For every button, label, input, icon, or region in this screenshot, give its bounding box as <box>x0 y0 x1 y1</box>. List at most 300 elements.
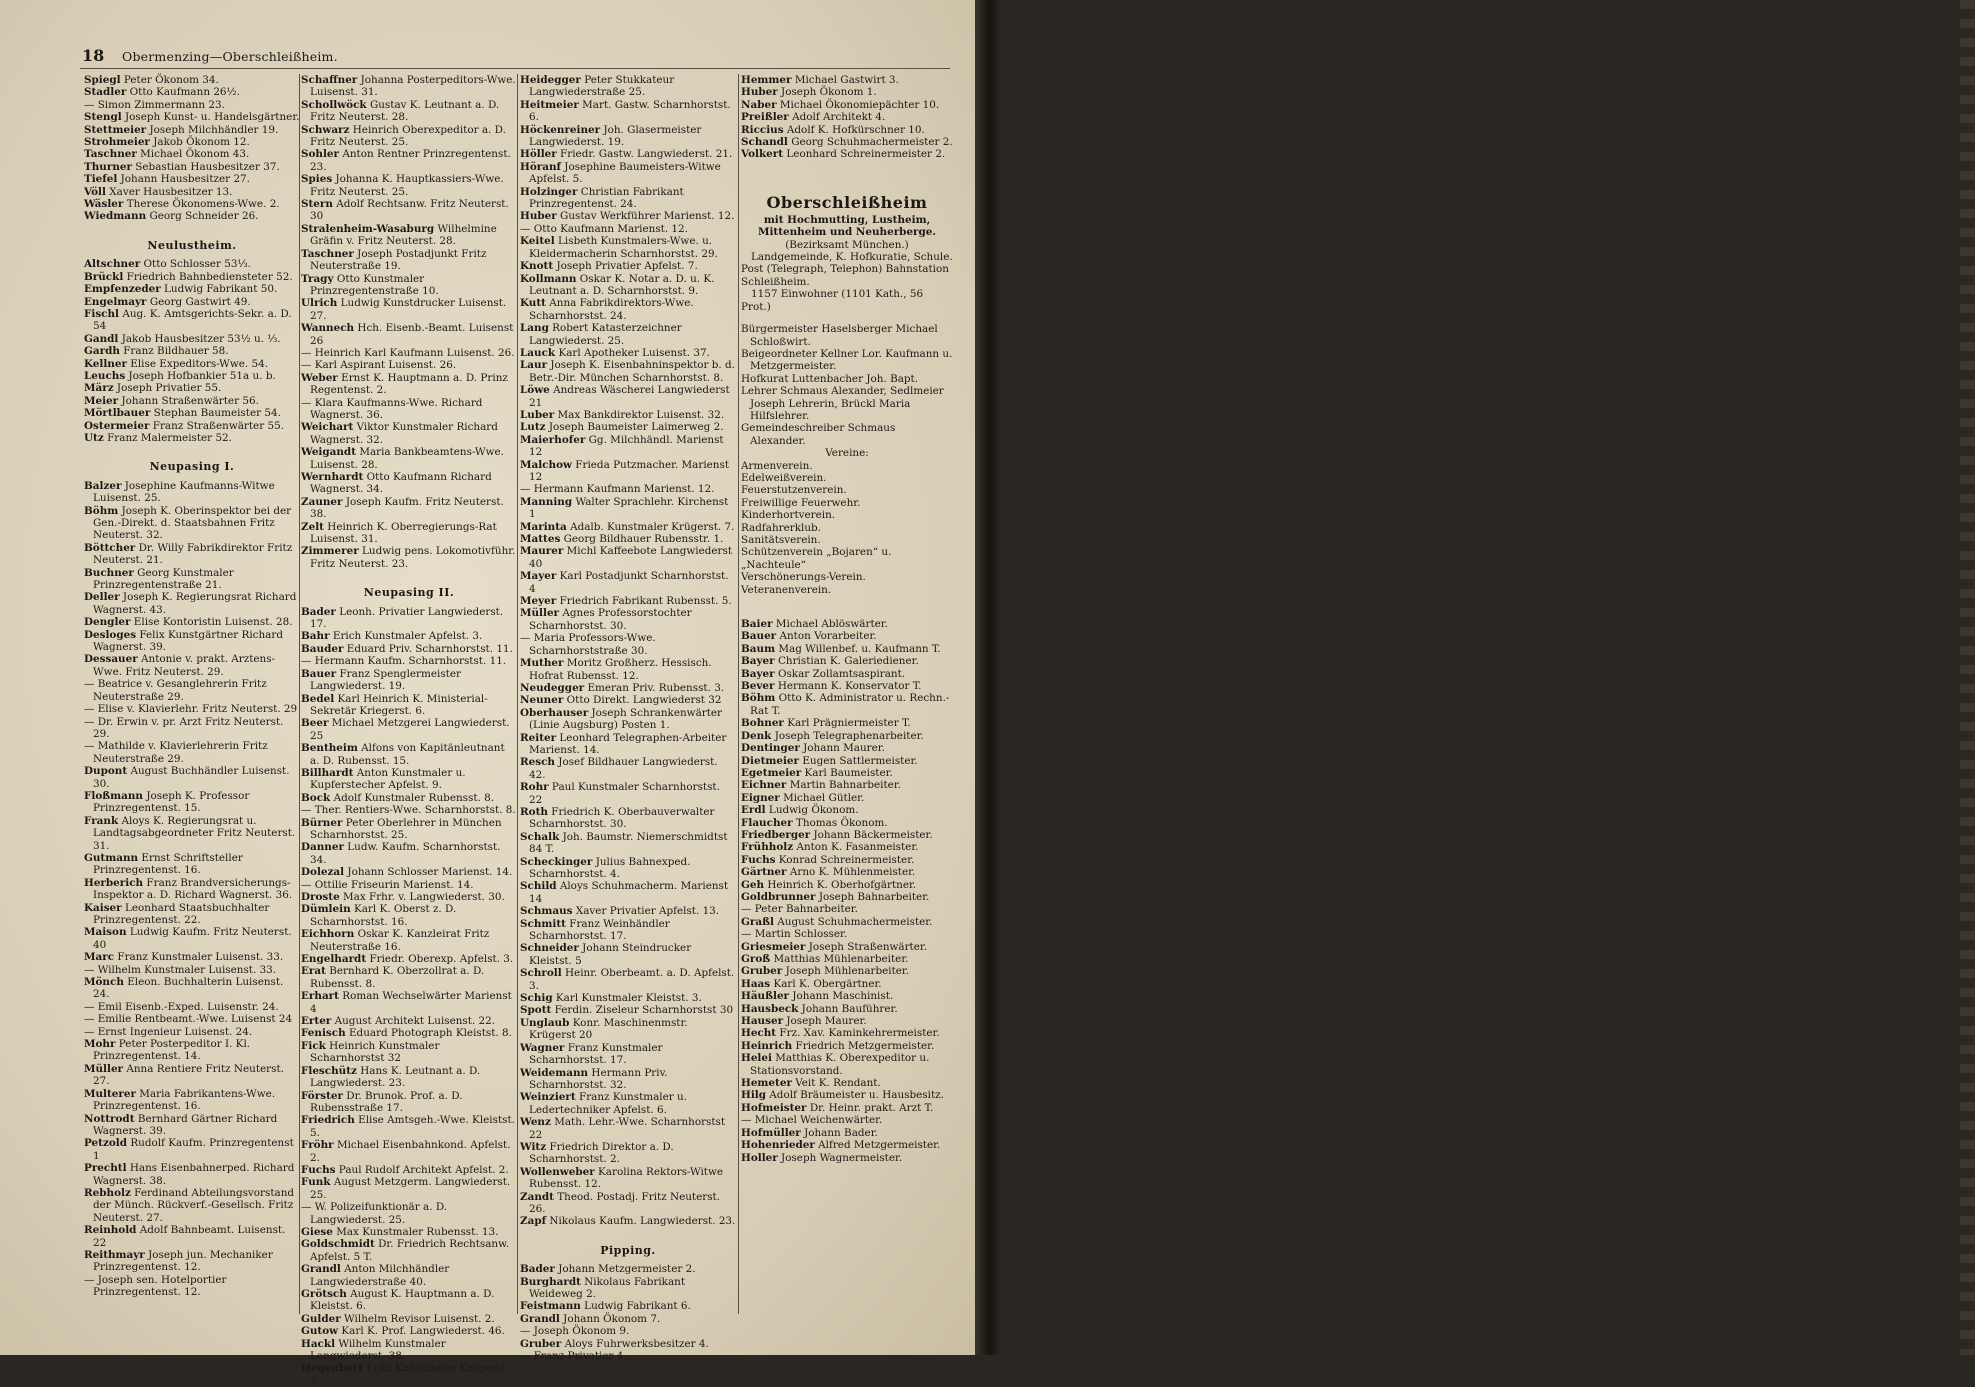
entry-surname: Denk <box>741 729 772 742</box>
entry-details: Adalb. Kunstmaler Krügerst. 7. <box>570 520 735 533</box>
directory-entry <box>520 459 736 484</box>
directory-entry <box>520 1116 736 1141</box>
entry-details: Michael Ökonomiepächter 10. <box>779 98 940 111</box>
entry-details: — Beatrice v. Gesanglehrerin Fritz Neuterstraße 29. <box>84 678 267 703</box>
entry-surname: Heinrich <box>741 1039 793 1052</box>
directory-entry <box>741 668 953 680</box>
entry-details: Michl Kaffeebote Langwiederst 40 <box>529 545 733 570</box>
entry-details: Nikolaus Fabrikant Weideweg 2. <box>529 1275 686 1300</box>
entry-surname: Bentheim <box>301 742 358 755</box>
directory-entry <box>84 370 300 382</box>
entry-details: Josephine Kaufmanns-Witwe Luisenst. 25. <box>93 479 275 505</box>
directory-entry <box>301 1176 517 1201</box>
directory-entry <box>741 1003 953 1015</box>
entry-details: Hermann Priv. Scharnhorstst. 32. <box>529 1066 668 1091</box>
entry-details: Friedrich Direktor a. D. Scharnhorstst. 2. <box>529 1140 674 1166</box>
directory-entry <box>741 717 953 729</box>
entry-details: Julius Bahnexped. Scharnhorstst. 4. <box>529 855 691 880</box>
directory-entry <box>84 1137 300 1162</box>
entry-surname: Erter <box>301 1015 332 1028</box>
entry-surname: Scheckinger <box>520 855 593 868</box>
entry-details: — Joseph sen. Hotelportier Prinzregentenst. 12. <box>84 1273 227 1299</box>
directory-entry <box>741 618 953 630</box>
directory-entry <box>301 1362 517 1387</box>
entry-details: Hans K. Leutnant a. D. Langwiederst. 23. <box>310 1064 481 1090</box>
entry-details: Eduard Priv. Scharnhorstst. 11. <box>346 642 513 655</box>
directory-entry <box>741 692 953 717</box>
directory-entry <box>741 1102 953 1114</box>
entry-details: — Elise v. Klavierlehr. Fritz Neuterst. 29 <box>84 703 298 716</box>
entry-details: Frieda Putzmacher. Marienst 12 <box>529 458 730 483</box>
directory-entry <box>301 248 517 273</box>
directory-entry <box>301 1027 517 1039</box>
entry-surname: Böttcher <box>84 541 136 554</box>
entry-surname: Schmaus <box>520 905 573 918</box>
directory-entry <box>741 792 953 804</box>
entry-details: Dr. Brunok. Prof. a. D. Rubensstraße 17. <box>310 1089 463 1114</box>
entry-surname: Bock <box>301 791 331 804</box>
directory-entry <box>520 1350 736 1362</box>
entry-surname: Knott <box>520 260 554 273</box>
entry-surname: Giese <box>301 1225 333 1238</box>
directory-entry <box>84 765 300 790</box>
column-divider <box>517 74 518 1314</box>
entry-details: Anna Rentiere Fritz Neuterst. 27. <box>93 1062 284 1088</box>
spacer <box>741 161 953 183</box>
directory-entry <box>84 790 300 815</box>
directory-entry <box>520 607 736 632</box>
directory-entry <box>301 1338 517 1363</box>
entry-details: Georg Schneider 26. <box>149 210 259 223</box>
entry-details: Max Bankdirektor Luisenst. 32. <box>557 408 725 421</box>
entry-surname: Huber <box>520 210 557 223</box>
directory-entry <box>301 817 517 842</box>
directory-entry <box>301 545 517 570</box>
directory-entry <box>84 740 300 765</box>
entry-surname: Maurer <box>520 545 564 558</box>
entry-surname: Bader <box>520 1263 555 1276</box>
directory-entry <box>520 124 736 149</box>
directory-entry <box>84 1026 300 1038</box>
entry-surname: Spiegl <box>84 74 121 86</box>
directory-entry <box>520 1300 736 1312</box>
entry-details: Maria Bankbeamtens-Wwe. Luisenst. 28. <box>310 446 504 471</box>
directory-entry <box>301 1263 517 1288</box>
entry-surname: Herberich <box>84 876 144 889</box>
entry-surname: Wiedmann <box>84 210 147 223</box>
entry-surname: Hemeter <box>741 1077 792 1090</box>
directory-entry <box>301 668 517 693</box>
section-heading: Neupasing I. <box>149 460 235 474</box>
directory-entry <box>84 345 300 357</box>
directory-entry <box>301 1139 517 1164</box>
entry-details: Moritz Großherz. Hessisch. Hofrat Rubensst. 12. <box>529 657 712 682</box>
entry-details: Josephine Baumeisters-Witwe Apfelst. 5. <box>529 160 721 186</box>
entry-surname: Schig <box>520 992 553 1005</box>
directory-entry <box>84 407 300 419</box>
entry-details: Aloys Fuhrwerksbesitzer 4. <box>564 1337 709 1350</box>
entry-details: Thomas Ökonom. <box>795 816 888 829</box>
directory-entry <box>301 446 517 471</box>
association-item: Freiwillige Feuerwehr. <box>741 496 861 509</box>
directory-entry <box>520 657 736 682</box>
entry-surname: Löwe <box>520 384 550 397</box>
entry-details: Fritz Kunstmaler Krügerst. 7. <box>310 1362 510 1387</box>
entry-details: Johanna Posterpeditors-Wwe. Luisenst. 31. <box>310 74 516 99</box>
directory-entry <box>301 1325 517 1337</box>
directory-entry <box>520 74 736 99</box>
column-2 <box>301 74 517 1387</box>
entry-details: Erich Kunstmaler Apfelst. 3. <box>332 630 483 643</box>
entry-details: Matthias K. Oberexpeditor u. Stationsvorstand. <box>750 1052 930 1077</box>
directory-entry <box>301 879 517 891</box>
directory-entry <box>520 905 736 917</box>
directory-entry <box>741 941 953 953</box>
directory-entry <box>84 1274 300 1299</box>
entry-details: Johann Bader. <box>804 1126 878 1139</box>
entry-surname: Mönch <box>84 976 124 989</box>
entry-surname: Lutz <box>520 421 546 434</box>
directory-entry <box>520 595 736 607</box>
entry-surname: Tragy <box>301 272 334 285</box>
entry-details: Michael Metzgerei Langwiederst. 25 <box>310 717 510 742</box>
entry-details: Xaver Hausbesitzer 13. <box>109 185 233 198</box>
entry-surname: Grandl <box>520 1312 560 1325</box>
directory-entry <box>741 680 953 692</box>
directory-entry <box>741 755 953 767</box>
entry-surname: Dengler <box>84 616 131 629</box>
directory-entry <box>520 235 736 260</box>
entry-surname: Wollenweber <box>520 1165 595 1178</box>
directory-entry <box>520 483 736 495</box>
directory-entry <box>301 767 517 792</box>
column-divider <box>738 74 739 1314</box>
directory-entry <box>301 1040 517 1065</box>
entry-details: — Franz Privatier 4. <box>520 1350 627 1363</box>
entry-details: Joseph Bahnarbeiter. <box>818 890 930 903</box>
entry-details: — Peter Bahnarbeiter. <box>741 903 858 916</box>
entry-details: Michael Gütler. <box>783 791 865 804</box>
entry-surname: Kaiser <box>84 901 122 914</box>
directory-entry <box>301 1164 517 1176</box>
entry-surname: Prechtl <box>84 1162 127 1175</box>
entry-details: Karl Baumeister. <box>804 766 893 779</box>
entry-details: Karl Apotheker Luisenst. 37. <box>558 346 710 359</box>
entry-surname: Erat <box>301 965 326 978</box>
directory-entry <box>520 856 736 881</box>
entry-details: Aloys Schuhmacherm. Marienst 14 <box>529 880 729 905</box>
entry-details: Franz Kunstmaler Scharnhorstst. 17. <box>529 1041 663 1067</box>
entry-surname: Maierhofer <box>520 433 586 446</box>
place-description: 1157 Einwohner (1101 Kath., 56 Prot.) <box>741 288 924 313</box>
directory-entry <box>520 992 736 1004</box>
entry-surname: Weichart <box>301 421 354 434</box>
entry-details: Eduard Photograph Kleistst. 8. <box>348 1027 512 1040</box>
entry-details: Joseph Telegraphenarbeiter. <box>774 729 924 742</box>
directory-entry <box>741 1027 953 1039</box>
association-item: Veteranenverein. <box>741 583 832 596</box>
association-item: Armenverein. <box>741 459 813 472</box>
entry-details: Paul Kunstmaler Scharnhorstst. 22 <box>529 781 720 806</box>
entry-surname: Marc <box>84 951 115 964</box>
entry-details: Heinrich K. Oberhofgärtner. <box>767 878 917 891</box>
entry-surname: Gruber <box>741 965 783 978</box>
entry-surname: Hecht <box>741 1027 777 1040</box>
entry-details: Gustav Werkführer Marienst. 12. <box>560 210 735 223</box>
entry-surname: Feistmann <box>520 1300 581 1313</box>
directory-entry <box>741 323 953 348</box>
entry-surname: Grötsch <box>301 1288 347 1300</box>
spacer <box>741 313 953 323</box>
directory-entry <box>520 1091 736 1116</box>
entry-details: Dr. Friedrich Rechtsanw. Apfelst. 5 T. <box>310 1238 510 1263</box>
directory-entry <box>84 1224 300 1249</box>
entry-surname: Bauer <box>301 667 337 680</box>
entry-details: Ludwig Kaufm. Fritz Neuterst. 40 <box>93 926 292 951</box>
entry-surname: Muther <box>520 657 564 670</box>
directory-entry <box>520 1141 736 1166</box>
entry-surname: Bever <box>741 680 775 693</box>
entry-surname: Volkert <box>741 148 784 161</box>
entry-details: Joseph Baumeister Laimerweg 2. <box>548 421 724 434</box>
association-item: Schützenverein „Bojaren“ u. „Nachteule“ <box>741 546 892 571</box>
entry-details: Anton Kunstmaler u. Kupferstecher Apfelst. 9. <box>310 766 466 792</box>
entry-details: Johann Schlosser Marienst. 14. <box>347 866 513 879</box>
entry-details: Christian K. Galeriediener. <box>777 655 919 668</box>
entry-details: Franz Kunstmaler u. Ledertechniker Apfelst. 6. <box>529 1091 688 1116</box>
entry-details: Martin Bahnarbeiter. <box>789 779 901 792</box>
entry-surname: Wernhardt <box>301 471 364 483</box>
entry-details: Johann Hausbesitzer 27. <box>120 173 250 186</box>
directory-entry <box>84 74 300 86</box>
entry-surname: Grandl <box>301 1263 341 1276</box>
directory-entry <box>84 852 300 877</box>
directory-entry <box>520 632 736 657</box>
directory-entry <box>520 756 736 781</box>
directory-entry <box>84 629 300 654</box>
entry-surname: Balzer <box>84 479 122 492</box>
directory-entry <box>84 926 300 951</box>
entry-details: Joseph Wagnermeister. <box>781 1151 903 1164</box>
entry-details: Joseph K. Regierungsrat Richard Wagnerst. 43. <box>93 591 297 616</box>
entry-details: Johann Ökonom 7. <box>563 1312 661 1325</box>
directory-entry <box>741 891 953 903</box>
entry-details: Friedrich Metzgermeister. <box>795 1039 935 1052</box>
directory-entry <box>84 1113 300 1138</box>
entry-details: Adolf Kunstmaler Rubensst. 8. <box>333 791 495 804</box>
entry-details: Bernhard K. Oberzollrat a. D. Rubensst. 8. <box>310 965 485 990</box>
directory-entry <box>84 703 300 715</box>
entry-details: Franz Malermeister 52. <box>107 431 232 444</box>
entry-surname: Egetmeier <box>741 766 802 779</box>
entry-surname: Fuchs <box>741 853 776 866</box>
directory-entry <box>741 854 953 866</box>
entry-details: Stephan Baumeister 54. <box>153 407 281 420</box>
entry-details: Heinrich Kunstmaler Scharnhorstst 32 <box>310 1039 440 1065</box>
entry-details: Mart. Gastw. Scharnhorstst. 6. <box>529 98 731 124</box>
directory-entry <box>84 1088 300 1113</box>
directory-entry <box>84 283 300 295</box>
directory-entry <box>741 928 953 940</box>
directory-entry <box>741 1040 953 1052</box>
directory-entry <box>741 643 953 655</box>
entry-surname: Fröhr <box>301 1139 334 1152</box>
entry-details: — Emil Eisenb.-Exped. Luisenstr. 24. <box>84 1000 279 1013</box>
entry-details: — Hermann Kaufmann Marienst. 12. <box>520 483 715 496</box>
directory-entry <box>84 333 300 345</box>
entry-surname: Haas <box>741 977 771 990</box>
entry-surname: Engelmayr <box>84 295 147 308</box>
entry-surname: Wenz <box>520 1116 551 1129</box>
entry-details: — Maria Professors-Wwe. Scharnhorststraße 30. <box>520 632 656 657</box>
directory-entry <box>741 111 953 123</box>
directory-entry <box>84 877 300 902</box>
entry-surname: Mohr <box>84 1038 116 1051</box>
entry-details: Ernst Schriftsteller Prinzregentenst. 16. <box>93 851 243 877</box>
entry-surname: Schaffner <box>301 74 358 86</box>
directory-entry <box>520 148 736 160</box>
directory-entry <box>84 124 300 136</box>
entry-surname: Geh <box>741 878 765 891</box>
directory-entry <box>741 136 953 148</box>
entry-details: Felix Kunstgärtner Richard Wagnerst. 39. <box>93 628 283 654</box>
directory-entry <box>741 841 953 853</box>
entry-surname: Reithmayr <box>84 1248 145 1261</box>
entry-details: Ludwig Fabrikant 6. <box>584 1300 691 1313</box>
directory-entry <box>301 1226 517 1238</box>
directory-entry <box>520 880 736 905</box>
entry-surname: Höranf <box>520 160 561 173</box>
directory-entry <box>301 965 517 990</box>
entry-details: Friedrich Fabrikant Rubensst. 5. <box>559 595 732 608</box>
entry-surname: Höckenreiner <box>520 123 601 136</box>
entry-surname: Zimmerer <box>301 545 359 558</box>
entry-surname: Frühholz <box>741 841 794 854</box>
directory-entry <box>84 1038 300 1063</box>
entry-surname: Müller <box>520 607 560 620</box>
entry-surname: Gardh <box>84 345 120 358</box>
entry-details: Joseph Milchhändler 19. <box>149 123 279 136</box>
entry-surname: Resch <box>520 756 555 769</box>
entry-details: Georg Gastwirt 49. <box>149 295 251 308</box>
association-item: Radfahrerklub. <box>741 521 821 534</box>
directory-entry <box>520 1067 736 1092</box>
entry-surname: Dolezal <box>301 866 345 879</box>
entry-details: — W. Polizeifunktionär a. D. Langwiederst. 25. <box>301 1201 448 1226</box>
directory-entry <box>84 111 300 123</box>
directory-entry <box>301 792 517 804</box>
entry-surname: Oberhauser <box>520 706 589 719</box>
entry-details: Joh. Glasermeister Langwiederst. 19. <box>529 123 702 149</box>
directory-entry <box>301 866 517 878</box>
directory-entry <box>520 1276 736 1301</box>
association-item: Edelweißverein. <box>741 471 827 484</box>
entry-surname: Bedel <box>301 692 335 705</box>
entry-details: Lehrer Schmaus Alexander, Sedlmeier Joseph Lehrerin, Brückl Maria Hilfslehrer. <box>741 385 944 422</box>
directory-entry <box>520 260 736 272</box>
entry-details: Peter Posterpeditor I. Kl. Prinzregentenst. 14. <box>93 1038 251 1063</box>
entry-details: Elise Expeditors-Wwe. 54. <box>130 357 269 370</box>
entry-surname: Weinziert <box>520 1091 576 1104</box>
centered-note: Vereine: <box>825 447 869 460</box>
entry-details: Johann Bäckermeister. <box>813 828 933 841</box>
entry-details: Joseph jun. Mechaniker Prinzregentenst. 12. <box>93 1248 273 1274</box>
directory-entry <box>741 742 953 754</box>
directory-entry <box>520 210 736 222</box>
directory-entry <box>741 1015 953 1027</box>
entry-details: Anton Rentner Prinzregentenst. 23. <box>310 148 511 173</box>
directory-entry <box>301 99 517 124</box>
directory-entry <box>741 1114 953 1126</box>
entry-details: Joseph Schrankenwärter (Linie Augsburg) Posten 1. <box>529 706 723 732</box>
entry-details: — Klara Kaufmanns-Wwe. Richard Wagnerst. 36. <box>301 396 483 421</box>
entry-surname: Fleschütz <box>301 1064 357 1077</box>
directory-entry <box>301 742 517 767</box>
entry-surname: Erhart <box>301 990 339 1003</box>
entry-surname: Malchow <box>520 458 572 471</box>
entry-surname: Dupont <box>84 765 128 778</box>
directory-entry <box>520 942 736 967</box>
directory-entry <box>520 545 736 570</box>
entry-details: Xaver Privatier Apfelst. 13. <box>575 905 720 918</box>
entry-surname: Mörtlbauer <box>84 407 151 420</box>
entry-surname: Naber <box>741 98 777 111</box>
directory-entry <box>301 124 517 149</box>
entry-details: Otto Kaufmann 26½. <box>129 86 240 99</box>
entry-surname: Gutmann <box>84 851 139 864</box>
directory-entry <box>301 297 517 322</box>
entry-surname: Spies <box>301 173 333 186</box>
directory-entry <box>520 384 736 409</box>
directory-entry <box>84 308 300 333</box>
entry-surname: Luber <box>520 408 555 421</box>
entry-details: Maria Fabrikantens-Wwe. Prinzregentenst. 16. <box>93 1087 276 1113</box>
directory-entry <box>741 978 953 990</box>
column-4 <box>741 74 953 1164</box>
entry-details: — Simon Zimmermann 23. <box>84 98 225 111</box>
entry-details: Peter Ökonom 34. <box>123 74 219 86</box>
entry-surname: Rohr <box>520 781 549 794</box>
entry-surname: Buchner <box>84 566 134 579</box>
entry-details: Adolf Bahnbeamt. Luisenst. 22 <box>93 1224 286 1249</box>
entry-details: Ernst K. Hauptmann a. D. Prinz Regentenst. 2. <box>310 371 508 397</box>
directory-entry <box>301 273 517 298</box>
entry-surname: Tiefel <box>84 173 118 186</box>
entry-details: Konr. Maschinenmstr. Krügerst 20 <box>529 1016 688 1042</box>
entry-surname: Bader <box>301 605 336 618</box>
entry-details: Joseph K. Oberinspektor bei der Gen.-Direkt. d. Staatsbahnen Fritz Neuterst. 32. <box>93 504 292 542</box>
entry-surname: Neudegger <box>520 681 585 694</box>
entry-details: Otto Schlosser 53⅓. <box>143 258 251 271</box>
entry-details: Bürgermeister Haselsberger Michael Schloßwirt. <box>741 323 938 348</box>
directory-entry <box>301 347 517 359</box>
directory-entry <box>84 964 300 976</box>
entry-surname: Helei <box>741 1052 772 1065</box>
entry-details: Max Frhr. v. Langwiederst. 30. <box>343 891 505 903</box>
entry-surname: Fischl <box>84 307 120 320</box>
entry-surname: Gandl <box>84 332 119 345</box>
entry-details: — Mathilde v. Klavierlehrerin Fritz Neuterstraße 29. <box>84 740 268 765</box>
directory-entry <box>84 951 300 963</box>
entry-surname: Ulrich <box>301 297 338 310</box>
entry-details: Friedrich Bahnbediensteter 52. <box>126 270 293 283</box>
entry-details: — Ernst Ingenieur Luisenst. 24. <box>84 1025 253 1038</box>
entry-surname: Zelt <box>301 520 324 533</box>
directory-entry <box>741 422 953 447</box>
entry-surname: Schwarz <box>301 123 350 136</box>
directory-entry <box>520 186 736 211</box>
entry-surname: Strohmeier <box>84 136 150 149</box>
